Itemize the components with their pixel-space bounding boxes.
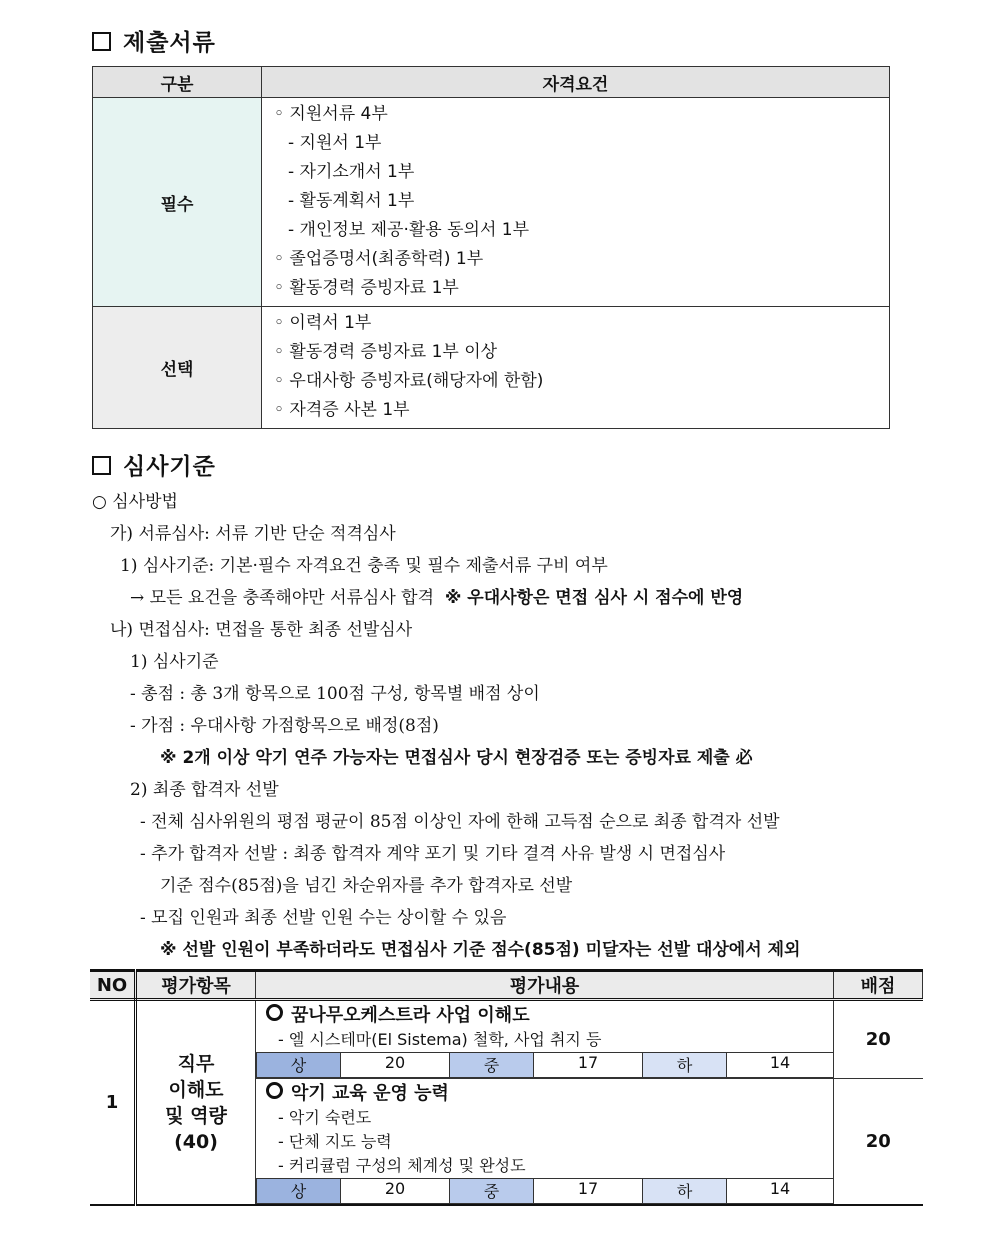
grade-mid-score: 17 <box>534 1179 643 1204</box>
list-item: ◦ 우대사항 증빙자료(해당자에 한함) <box>274 371 544 391</box>
list-item: ◦ 졸업증명서(최종학력) 1부 <box>274 249 484 269</box>
grade-scale <box>256 1052 833 1078</box>
criteria-bonus-note: ※ 2개 이상 악기 연주 가능자는 면접심사 당시 현장검증 또는 증빙자료 제출 必 <box>160 748 753 768</box>
checkbox-square-icon <box>92 456 111 475</box>
grade-mid-score: 17 <box>534 1053 643 1078</box>
list-item: - 지원서 1부 <box>288 133 382 153</box>
evaluation-block-2 <box>256 1079 834 1206</box>
block-title: 꿈나무오케스트라 사업 이해도 <box>266 1004 827 1028</box>
required-label: 필수 <box>93 98 262 307</box>
circle-bullet-icon <box>266 1082 283 1099</box>
grade-mid-label: 중 <box>450 1053 534 1078</box>
criteria-doc-standard: 1) 심사기준: 기본·필수 자격요건 충족 및 필수 제출서류 구비 여부 <box>120 556 608 576</box>
optional-items <box>262 307 890 429</box>
block-subitem: - 악기 숙련도 <box>278 1108 372 1127</box>
list-item: - 개인정보 제공·활용 동의서 1부 <box>288 220 530 240</box>
grade-mid-label: 중 <box>450 1179 534 1204</box>
criteria-final-2b: 기준 점수(85점)을 넘긴 차순위자를 추가 합격자로 선발 <box>160 876 573 896</box>
list-item: - 활동계획서 1부 <box>288 191 415 211</box>
list-item: ◦ 활동경력 증빙자료 1부 <box>274 278 459 298</box>
header-score: 배점 <box>834 971 923 1000</box>
list-item: ◦ 활동경력 증빙자료 1부 이상 <box>274 342 498 362</box>
documents-table <box>92 66 890 429</box>
grade-high-score: 20 <box>341 1053 450 1078</box>
list-item: ◦ 지원서류 4부 <box>274 104 388 124</box>
criteria-bonus: - 가점 : 우대사항 가점항목으로 배정(8점) <box>130 716 439 736</box>
evaluation-area: 직무 이해도 및 역량 (40) <box>136 1000 256 1206</box>
header-content: 평가내용 <box>256 971 834 1000</box>
criteria-doc-note: ※ 우대사항은 면접 심사 시 점수에 반영 <box>444 588 744 608</box>
evaluation-table <box>90 969 923 1206</box>
criteria-final-2: - 추가 합격자 선발 : 최종 합격자 계약 포기 및 기타 결격 사유 발생 시 면접심사 <box>140 844 726 864</box>
block-score: 20 <box>834 1000 923 1079</box>
checkbox-square-icon <box>92 32 111 51</box>
block-title: 악기 교육 운영 능력 <box>266 1082 827 1106</box>
optional-label: 선택 <box>93 307 262 429</box>
grade-high-label: 상 <box>257 1053 341 1078</box>
criteria-doc-pass: → 모든 요건을 충족해야만 서류심사 합격 ※ 우대사항은 면접 심사 시 점수에 반영 <box>130 588 744 608</box>
list-item: - 자기소개서 1부 <box>288 162 415 182</box>
block-score: 20 <box>834 1079 923 1206</box>
header-no: NO <box>90 971 136 1000</box>
section-title-criteria: 심사기준 <box>92 448 216 481</box>
block-subitem: - 단체 지도 능력 <box>278 1132 392 1151</box>
grade-low-label: 하 <box>643 1053 727 1078</box>
evaluation-block-1 <box>256 1000 834 1079</box>
grade-low-score: 14 <box>727 1179 833 1204</box>
block-subitem: - 엘 시스테마(El Sistema) 철학, 사업 취지 등 <box>278 1030 602 1049</box>
criteria-method: ○ 심사방법 <box>92 492 178 512</box>
grade-high-score: 20 <box>341 1179 450 1204</box>
required-items <box>262 98 890 307</box>
evaluation-header-row <box>90 971 923 1000</box>
header-category: 구분 <box>93 67 262 98</box>
criteria-total: - 총점 : 총 3개 항목으로 100점 구성, 항목별 배점 상이 <box>130 684 540 704</box>
grade-scale <box>256 1178 833 1204</box>
block-subitem: - 커리큘럼 구성의 체계성 및 완성도 <box>278 1156 526 1175</box>
row-number: 1 <box>90 1000 136 1206</box>
criteria-final-3: - 모집 인원과 최종 선발 인원 수는 상이할 수 있음 <box>140 908 507 928</box>
required-row <box>93 98 890 307</box>
list-item: ◦ 자격증 사본 1부 <box>274 400 410 420</box>
optional-row <box>93 307 890 429</box>
criteria-final: 2) 최종 합격자 선발 <box>130 780 279 800</box>
circle-bullet-icon <box>266 1004 283 1021</box>
criteria-interview-standard: 1) 심사기준 <box>130 652 219 672</box>
header-area: 평가항목 <box>136 971 256 1000</box>
list-item: ◦ 이력서 1부 <box>274 313 372 333</box>
table-row <box>90 1000 923 1079</box>
criteria-interview: 나) 면접심사: 면접을 통한 최종 선발심사 <box>110 620 413 640</box>
grade-high-label: 상 <box>257 1179 341 1204</box>
section-title-documents: 제출서류 <box>92 24 216 57</box>
criteria-doc-review: 가) 서류심사: 서류 기반 단순 적격심사 <box>110 524 396 544</box>
documents-header-row <box>93 67 890 98</box>
grade-low-label: 하 <box>643 1179 727 1204</box>
criteria-final-note: ※ 선발 인원이 부족하더라도 면접심사 기준 점수(85점) 미달자는 선발 대상에서 제외 <box>160 940 801 960</box>
grade-low-score: 14 <box>727 1053 833 1078</box>
header-requirements: 자격요건 <box>262 67 890 98</box>
criteria-final-1: - 전체 심사위원의 평점 평균이 85점 이상인 자에 한해 고득점 순으로 최종 합격자 선발 <box>140 812 780 832</box>
